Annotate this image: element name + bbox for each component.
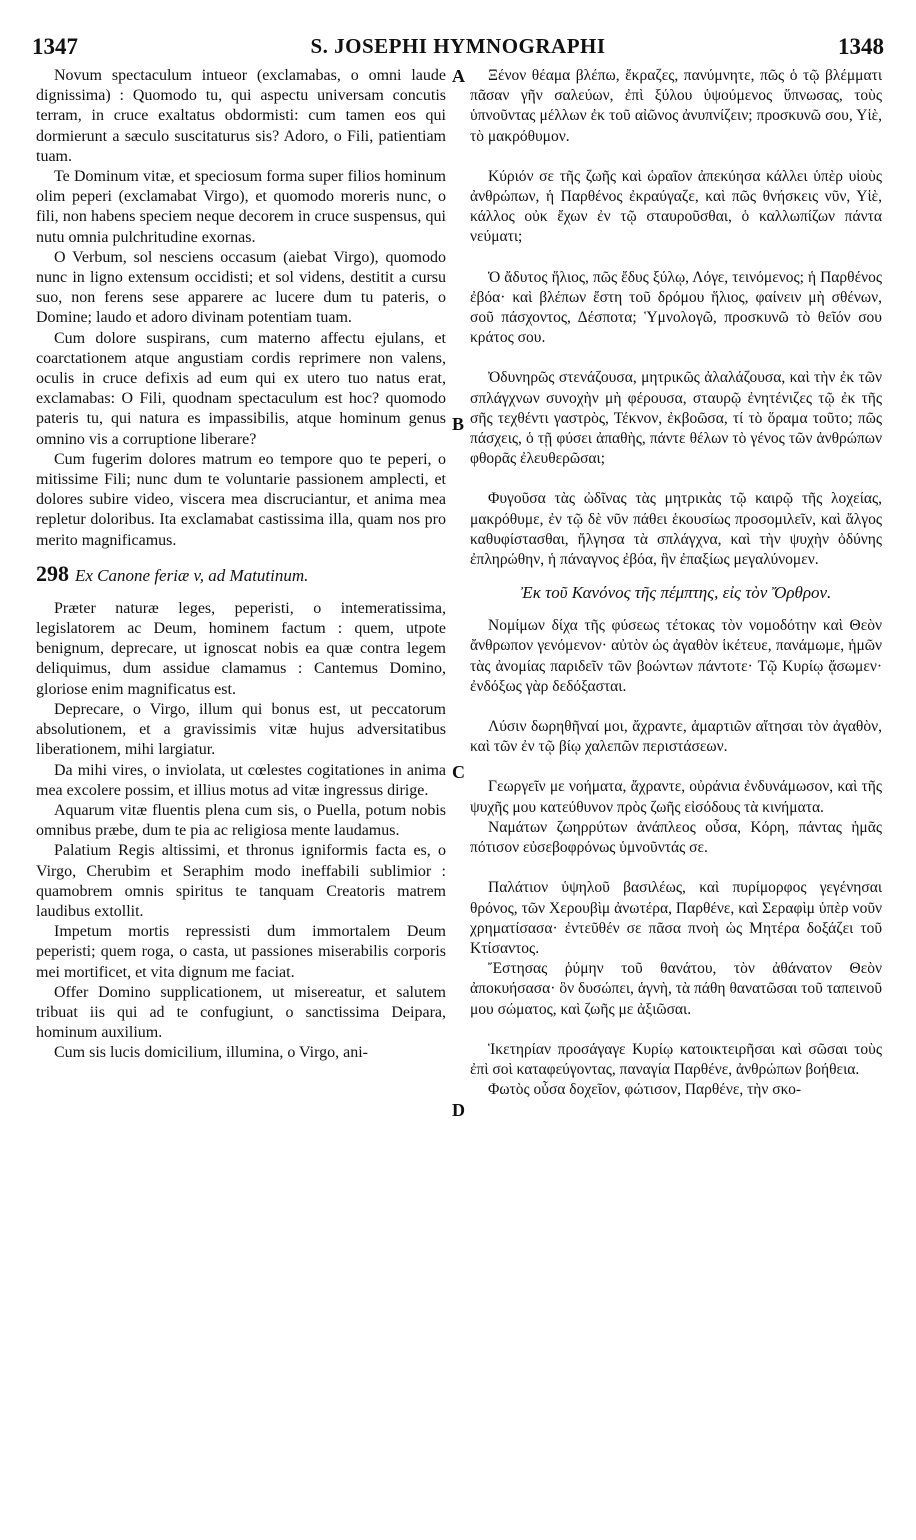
section-title-latin: Ex Canone feriæ v, ad Matutinum.	[75, 565, 309, 585]
greek-paragraph: Ὁ ἄδυτος ἥλιος, πῶς ἔδυς ξύλῳ, Λόγε, τεινόμενος; ἡ Παρθένος ἐβόα· καὶ βλέπων ἔστη τοῦ δρόμου ἥλιος, φαίνειν μὴ σθένων, σοῦ πάσχοντος, Δέσποτα; Ὑμνολογῶ, προσκυνῶ τὸ θεῖόν σου κράτος σου.	[470, 268, 882, 347]
latin-paragraph: Deprecare, o Virgo, illum qui bonus est, ut peccatorum absolutionem, et a gravissimis vitæ hujus adversitatibus liberationem, mihi largiatur.	[36, 700, 446, 759]
latin-paragraph: O Verbum, sol nesciens occasum (aiebat Virgo), quomodo nunc in ligno extensum occidisti; et sol videns, destitit a cursu suo, non ferens sese apparere ac lucere dum tu pateris, o Domine; laudo et adoro divinam potentiam tuam.	[36, 248, 446, 327]
greek-paragraph: Ναμάτων ζωηρρύτων ἀνάπλεος οὖσα, Κόρη, πάντας ἡμᾶς πότισον εὐσεβοφρόνως ὑμνοῦντάς σε.	[470, 818, 882, 857]
greek-paragraph: Λύσιν δωρηθῆναί μοι, ἄχραντε, ἁμαρτιῶν αἴτησαι τὸν ἀγαθὸν, καὶ τῶν ἐν τῷ βίῳ χαλεπῶν περιστάσεων.	[470, 718, 882, 756]
running-title: S. JOSEPHI HYMNOGRAPHI	[310, 34, 606, 58]
latin-paragraph: Offer Domino supplicationem, ut misereatur, et salutem tribuat iis qui ad te confugiunt, o sanctissima Deipara, hominum auxilium.	[36, 983, 446, 1042]
greek-paragraph: Ὀδυνηρῶς στενάζουσα, μητρικῶς ἀλαλάζουσα, καὶ τὴν ἐκ τῶν σπλάγχνων συνοχὴν μὴ φέρουσα, σταυρῷ ἐνητένιζες τῷ ἐκ τῆς σῆς τεχθέντι γαστρὸς, Τέκνον, ἐκβοῶσα, τί τὸ ὅραμα τοῦτο; πῶς πάσχεις, ὁ τῇ φύσει ἀπαθὴς, πάντε θέλων τὸ γένος τῶν ἀνθρώπων φθορᾶς ἐλευθερῶσαι;	[470, 369, 882, 468]
latin-paragraph: Novum spectaculum intueor (exclamabas, o omni laude dignissima) : Quomodo tu, qui aspectu universam concutis terram, in cruce exaltatus obdormisti: cum tamen eos qui dormierunt a sæculo suscitaturus sis? Adoro, o Fili, patientiam tuam.	[36, 67, 446, 165]
latin-column	[36, 66, 446, 1064]
greek-paragraph: Φυγοῦσα τὰς ὠδῖνας τὰς μητρικὰς τῷ καιρῷ τῆς λοχείας, μακρόθυμε, ἐν τῷ δὲ νῦν πάθει ἑκουσίως προσομιλεῖν, καὶ ἄλγος καθυφίστασθαι, ἤλγησα τὰ σπλάγχνα, καὶ τὴν ψυχὴν ὀδύνης ἐπληρώθην, ἡ πάναγνος ἐβόα, ἣν ἐπαξίως μεγαλύνομεν.	[470, 490, 882, 569]
section-number: 298	[36, 560, 69, 586]
margin-mark-c: C	[452, 762, 465, 782]
greek-paragraph: Παλάτιον ὑψηλοῦ βασιλέως, καὶ πυρίμορφος γεγένησαι θρόνος, τῶν Χερουβὶμ ἀνωτέρα, Παρθένε, καὶ Σεραφὶμ ὑπὲρ νοῦν χρηματίσασα· ἐντεῦθέν σε πᾶσα πνοὴ ὡς Μητέρα δοξάζει τοῦ Κτίσαντος.	[470, 879, 882, 957]
latin-paragraph: Te Dominum vitæ, et speciosum forma super filios hominum olim peperi (exclamabat Virgo), et quomodo moreris nunc, o fili, non habens speciem neque decorem in cruce suspensus, qui nutu omnia pulchritudine exornas.	[36, 168, 446, 246]
latin-paragraph: Da mihi vires, o inviolata, ut cœlestes cogitationes in anima mea excolere possim, et illius motus ad vitæ ingressus dirige.	[36, 761, 446, 799]
margin-mark-a: A	[452, 66, 465, 86]
latin-paragraph: Impetum mortis repressisti dum immortalem Deum peperisti; quem roga, o casta, ut passiones miserabilis corporis mei mortificet, et vita dignum me faciat.	[36, 923, 446, 981]
page-number-left: 1347	[32, 34, 78, 59]
greek-column	[470, 66, 882, 1100]
greek-paragraph: Νομίμων δίχα τῆς φύσεως τέτοκας τὸν νομοδότην καὶ Θεὸν ἄνθρωπον γενόμενον· αὐτὸν ὡς ἀγαθὸν ἱκέτευε, πανάμωμε, ἡμῶν τὰς ἀνομίας παριδεῖν τῶν βοώντων πάντοτε· Τῷ Κυρίῳ ᾄσωμεν· ἐνδόξως γὰρ δεδόξασται.	[470, 617, 882, 695]
page-header	[30, 34, 886, 64]
page-number-right: 1348	[838, 34, 884, 59]
margin-mark-b: B	[452, 414, 465, 434]
section-heading-greek: Ἐκ τοῦ Κανόνος τῆς πέμπτης, εἰς τὸν Ὄρθρον.	[520, 583, 832, 603]
latin-paragraph: Præter naturæ leges, peperisti, o intemeratissima, legislatorem ac Deum, hominem factum : quem, utpote benignum, deprecare, ut ignoscat nobis ea quæ contra legem deliquimus, dum assidue clamamus : Cantemus Domino, gloriose enim magnificatus est.	[36, 599, 446, 698]
latin-paragraph: Cum sis lucis domicilium, illumina, o Virgo, ani-	[54, 1044, 368, 1062]
latin-paragraph: Palatium Regis altissimi, et thronus igniformis facta es, o Virgo, Cherubim et Seraphim modo ineffabili sublimior : quamobrem omnis spiritus te tanquam Creatoris matrem laudibus extollit.	[36, 842, 446, 920]
greek-paragraph: Κύριόν σε τῆς ζωῆς καὶ ὡραῖον ἀπεκύησα κάλλει ὑπὲρ υἱοὺς ἀνθρώπων, ἡ Παρθένος ἐκραύγαζε, καὶ πῶς θνήσκεις νῦν, Υἱὲ, κάλλος οὐκ ἔχων ἐν τῷ σταυροῦσθαι, ὁ καλλωπίζων πάντα νεύματι;	[470, 167, 882, 246]
greek-paragraph: Ξένον θέαμα βλέπω, ἔκραζες, πανύμνητε, πῶς ὁ τῷ βλέμματι πᾶσαν γῆν σαλεύων, ἐπὶ ξύλου ὑψούμενος ὕπνωσας, τοὺς ὑπνοῦντας μέλλων ἐκ τοῦ αἰῶνος ἀνυπνίζειν; προσκυνῶ σου, Υἱὲ, τὸ μακρόθυμον.	[470, 67, 882, 145]
latin-paragraph: Cum fugerim dolores matrum eo tempore quo te peperi, o mitissime Fili; nunc dum te voluntarie passionem amplecti, et dolores subire video, viscera mea discruciantur, et anima mea repletur doloribus. Ita exclamabat castissima illa, quam nos pro merito magnificamus.	[36, 450, 446, 549]
latin-paragraph: Aquarum vitæ fluentis plena cum sis, o Puella, potum nobis omnibus præbe, dum te pia ac religiosa mente laudamus.	[36, 801, 446, 840]
section-heading-latin	[36, 561, 446, 589]
greek-paragraph: Γεωργεῖν με νοήματα, ἄχραντε, οὐράνια ἐνδυνάμωσον, καὶ τῆς ψυχῆς μου κατεύθυνον πρὸς ζωῆς εἰσόδους τὰ κινήματα.	[470, 778, 882, 816]
greek-paragraph: Φωτὸς οὖσα δοχεῖον, φώτισον, Παρθένε, τὴν σκο-	[488, 1081, 802, 1099]
margin-mark-d: D	[452, 1100, 465, 1120]
greek-paragraph: Ἱκετηρίαν προσάγαγε Κυρίῳ κατοικτειρῆσαι καὶ σῶσαι τοὺς ἐπὶ σοὶ καταφεύγοντας, παναγία Παρθένε, ἀνθρώπων βοήθεια.	[470, 1040, 882, 1078]
greek-paragraph: Ἔστησας ῥύμην τοῦ θανάτου, τὸν ἀθάνατον Θεὸν ἀποκυήσασα· ὃν δυσώπει, ἁγνὴ, τὰ πάθη θανατῶσαι τοῦ ταπεινοῦ μου σώματος, καὶ ζωῆς με ἀξιῶσαι.	[470, 960, 882, 1018]
latin-paragraph: Cum dolore suspirans, cum materno affectu ejulans, et coarctationem atque angustiam cordis reprimere non valens, oculis in cruce defixis ad eum qui ex utero tuo natus erat, exclamabas: O Fili, quodnam spectaculum est hoc? quomodo pateris tu, qui natura es impassibilis, atque hominum genus omnino vis a corruptione liberare?	[36, 329, 446, 448]
